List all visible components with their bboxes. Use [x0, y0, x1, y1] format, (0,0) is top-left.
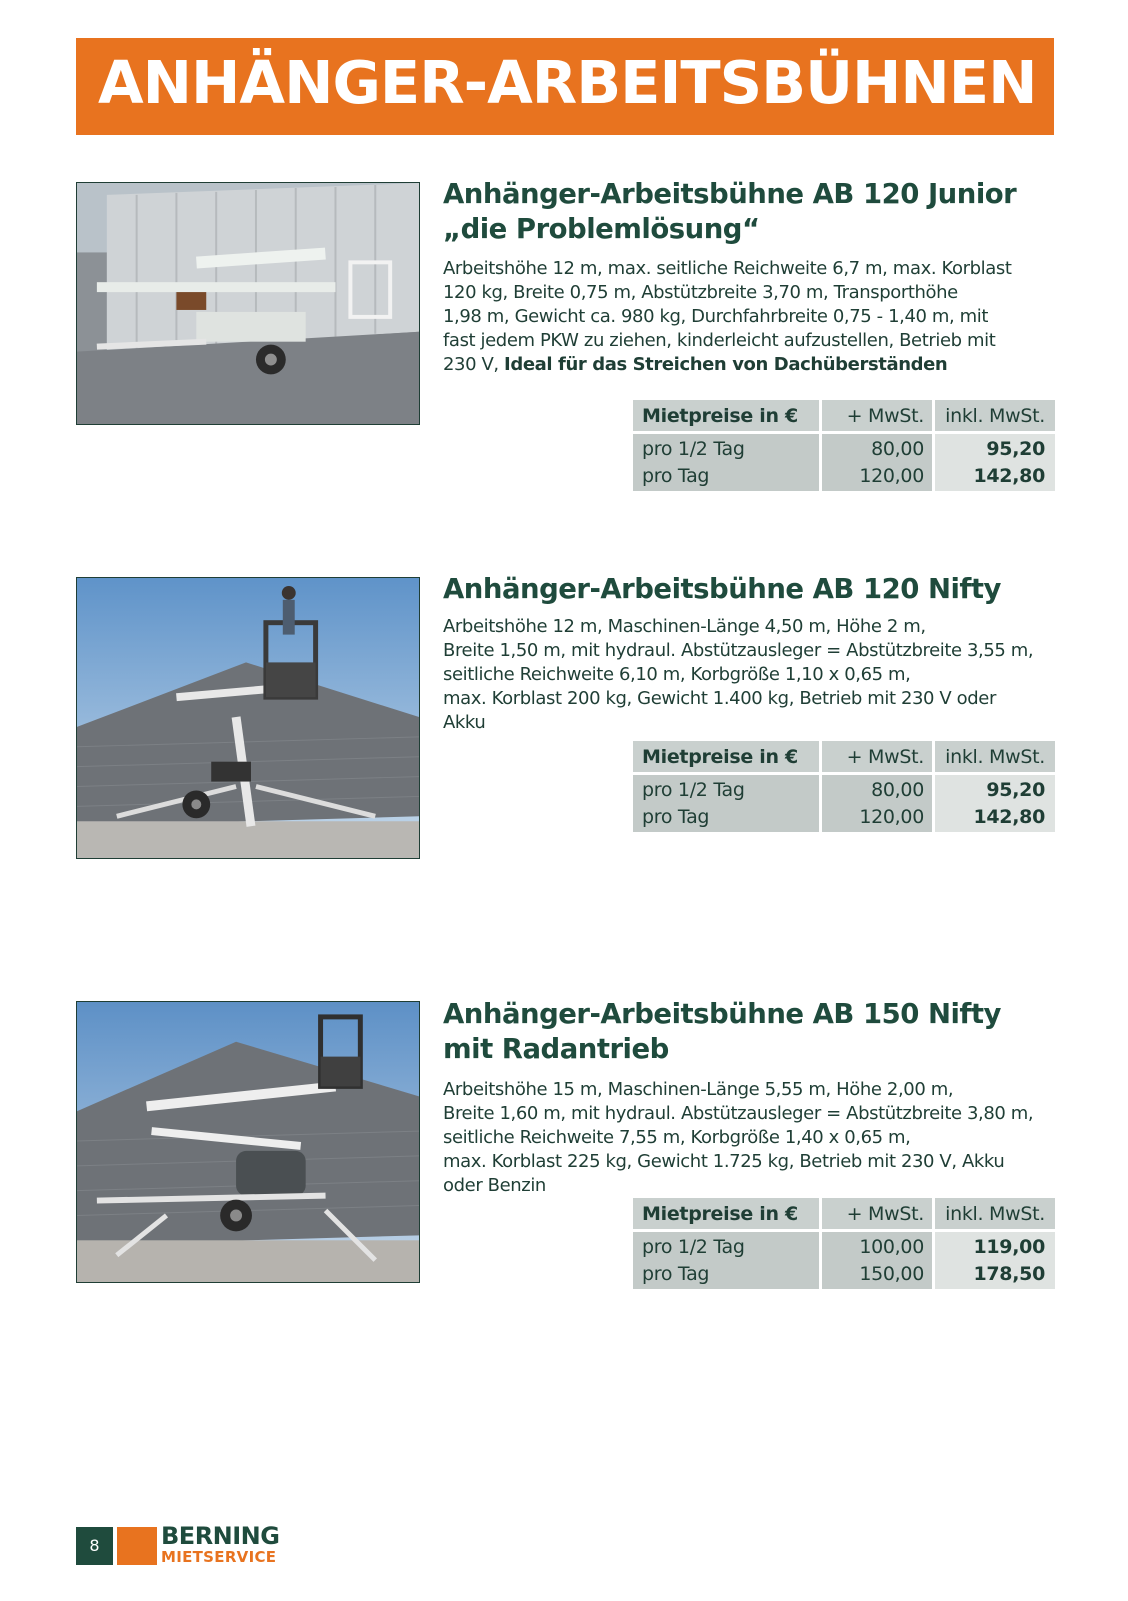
product-title-ab120-junior	[443, 177, 1063, 247]
price-header-gross-cell	[935, 400, 1055, 431]
product-title-ab120-nifty	[443, 572, 1063, 607]
price-header-label: Mietpreise in €	[642, 1203, 798, 1225]
price-net: 100,00	[859, 1236, 924, 1258]
page-header-banner	[76, 38, 1054, 135]
price-net-cell	[822, 1232, 932, 1289]
price-net-cell	[822, 775, 932, 832]
desc-line: Arbeitshöhe 12 m, Maschinen-Länge 4,50 m, Höhe 2 m,	[443, 616, 926, 637]
price-label-cell	[633, 434, 819, 491]
product-title-line-1: Anhänger-Arbeitsbühne AB 150 Nifty	[443, 998, 1001, 1030]
price-header-net: + MwSt.	[846, 405, 924, 427]
desc-line: 120 kg, Breite 0,75 m, Abstützbreite 3,70 m, Transporthöhe	[443, 282, 958, 303]
brand-subtitle: MIETSERVICE	[161, 1548, 277, 1566]
price-net: 120,00	[859, 806, 924, 828]
price-row-label: pro Tag	[642, 806, 710, 828]
product-title-line-1: Anhänger-Arbeitsbühne AB 120 Nifty	[443, 573, 1001, 605]
price-table-ab150-nifty	[633, 1198, 1055, 1289]
page-number: 8	[76, 1527, 113, 1565]
product-title-line-2: „die Problemlösung“	[443, 213, 760, 245]
desc-highlight: Ideal für das Streichen von Dachüberständen	[504, 354, 948, 375]
price-gross: 95,20	[986, 438, 1045, 460]
price-row-label: pro 1/2 Tag	[642, 779, 745, 801]
price-row-label: pro 1/2 Tag	[642, 438, 745, 460]
price-header-net-cell	[822, 741, 932, 772]
price-header-gross: inkl. MwSt.	[945, 405, 1045, 427]
price-gross: 178,50	[973, 1263, 1045, 1285]
price-header-gross: inkl. MwSt.	[945, 746, 1045, 768]
desc-line: max. Korblast 225 kg, Gewicht 1.725 kg, Betrieb mit 230 V, Akku	[443, 1151, 1005, 1172]
price-row-label: pro 1/2 Tag	[642, 1236, 745, 1258]
price-net: 150,00	[859, 1263, 924, 1285]
price-header-label-cell	[633, 400, 819, 431]
product-photo-ab120-nifty	[76, 577, 420, 859]
price-header-net-cell	[822, 400, 932, 431]
desc-line: seitliche Reichweite 7,55 m, Korbgröße 1,40 x 0,65 m,	[443, 1127, 911, 1148]
product-title-line-1: Anhänger-Arbeitsbühne AB 120 Junior	[443, 178, 1017, 210]
price-label-cell	[633, 1232, 819, 1289]
price-header-net: + MwSt.	[846, 1203, 924, 1225]
photo-ab120-junior-illustration	[77, 183, 419, 424]
product-title-line-2: mit Radantrieb	[443, 1033, 669, 1065]
price-header-net-cell	[822, 1198, 932, 1229]
price-table-ab120-nifty	[633, 741, 1055, 832]
desc-line-text: 230 V,	[443, 354, 505, 375]
price-net-cell	[822, 434, 932, 491]
desc-line: Arbeitshöhe 15 m, Maschinen-Länge 5,55 m, Höhe 2,00 m,	[443, 1079, 954, 1100]
desc-line: Akku	[443, 712, 486, 733]
price-header-gross-cell	[935, 741, 1055, 772]
desc-line: oder Benzin	[443, 1175, 546, 1196]
photo-ab150-nifty-illustration	[77, 1002, 419, 1282]
price-net: 80,00	[871, 779, 924, 801]
price-net: 120,00	[859, 465, 924, 487]
price-row-label: pro Tag	[642, 1263, 710, 1285]
price-header-gross: inkl. MwSt.	[945, 1203, 1045, 1225]
price-gross-cell	[935, 775, 1055, 832]
brand-name: BERNING	[161, 1522, 280, 1550]
desc-line: max. Korblast 200 kg, Gewicht 1.400 kg, Betrieb mit 230 V oder	[443, 688, 996, 709]
desc-line: seitliche Reichweite 6,10 m, Korbgröße 1,10 x 0,65 m,	[443, 664, 911, 685]
price-net: 80,00	[871, 438, 924, 460]
price-gross: 119,00	[973, 1236, 1045, 1258]
price-gross-cell	[935, 1232, 1055, 1289]
desc-line: 1,98 m, Gewicht ca. 980 kg, Durchfahrbreite 0,75 - 1,40 m, mit	[443, 306, 989, 327]
product-description-ab120-nifty	[443, 615, 1063, 735]
price-header-gross-cell	[935, 1198, 1055, 1229]
price-gross-cell	[935, 434, 1055, 491]
product-photo-ab120-junior	[76, 182, 420, 425]
price-gross: 142,80	[973, 465, 1045, 487]
product-title-ab150-nifty	[443, 997, 1063, 1067]
product-description-ab120-junior	[443, 257, 1063, 377]
photo-ab120-nifty-illustration	[77, 578, 419, 858]
price-header-label-cell	[633, 741, 819, 772]
price-label-cell	[633, 775, 819, 832]
desc-line: Breite 1,50 m, mit hydraul. Abstützausleger = Abstützbreite 3,55 m,	[443, 640, 1034, 661]
desc-line: Breite 1,60 m, mit hydraul. Abstützausleger = Abstützbreite 3,80 m,	[443, 1103, 1034, 1124]
price-table-ab120-junior	[633, 400, 1055, 491]
price-header-label: Mietpreise in €	[642, 746, 798, 768]
product-photo-ab150-nifty	[76, 1001, 420, 1283]
page-title: ANHÄNGER-ARBEITSBÜHNEN	[98, 48, 1037, 117]
price-header-label: Mietpreise in €	[642, 405, 798, 427]
product-description-ab150-nifty	[443, 1078, 1063, 1198]
desc-line	[443, 353, 1063, 377]
price-header-label-cell	[633, 1198, 819, 1229]
price-row-label: pro Tag	[642, 465, 710, 487]
price-header-net: + MwSt.	[846, 746, 924, 768]
brand-logo-mark	[117, 1527, 157, 1565]
desc-line: Arbeitshöhe 12 m, max. seitliche Reichweite 6,7 m, max. Korblast	[443, 258, 1012, 279]
desc-line: fast jedem PKW zu ziehen, kinderleicht aufzustellen, Betrieb mit	[443, 330, 996, 351]
price-gross: 95,20	[986, 779, 1045, 801]
price-gross: 142,80	[973, 806, 1045, 828]
